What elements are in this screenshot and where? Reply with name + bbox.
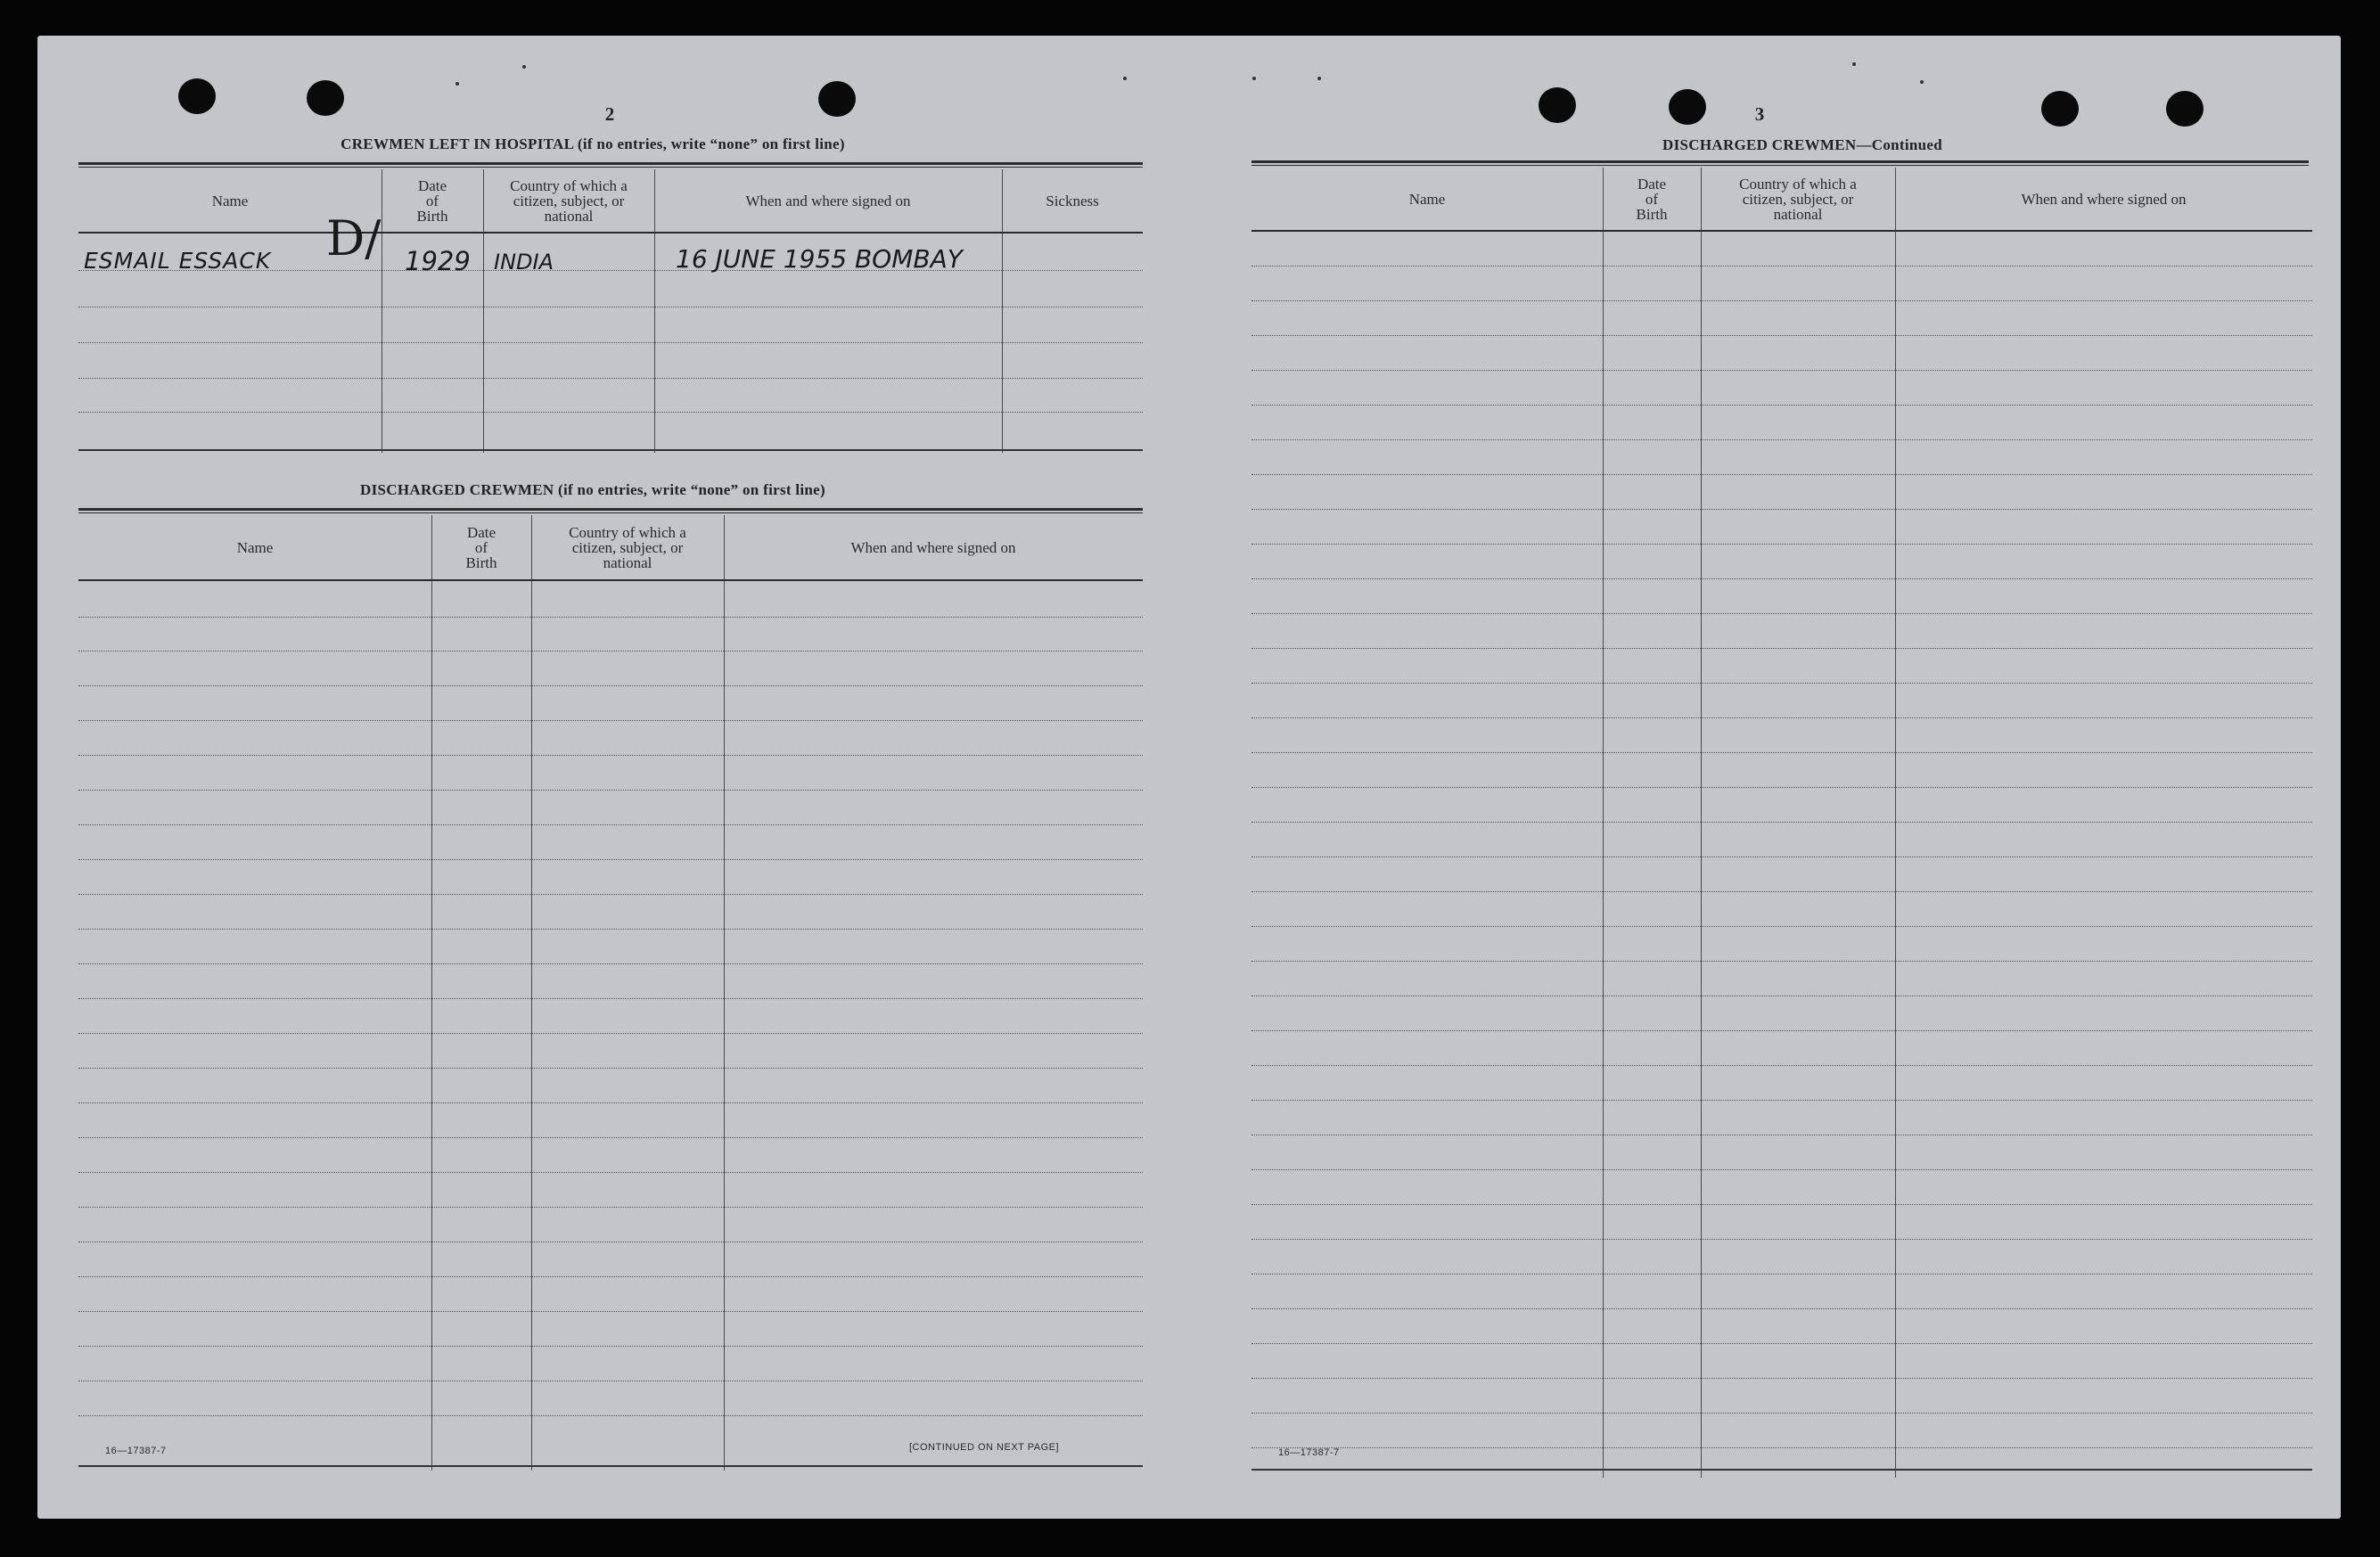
discharged-continued-rule — [1252, 160, 2309, 166]
paper-speck — [522, 65, 526, 69]
table-row — [78, 859, 1143, 860]
table-row — [78, 824, 1143, 825]
table-row — [1252, 1343, 2312, 1344]
hospital-header-signed-on: When and where signed on — [745, 192, 911, 209]
table-row — [1252, 405, 2312, 406]
date-of-birth-entry: 1929 — [405, 246, 471, 276]
table-row — [78, 1415, 1143, 1416]
table-row — [1252, 1030, 2312, 1031]
table-row — [1252, 717, 2312, 718]
table-row — [1252, 822, 2312, 823]
table-row — [78, 963, 1143, 964]
hospital-header-date-of-birth: Date of Birth — [416, 176, 448, 225]
table-row — [78, 790, 1143, 791]
discharged-header-signed-on: When and where signed on — [850, 538, 1016, 556]
table-row — [78, 998, 1143, 999]
country-entry: INDIA — [494, 250, 554, 275]
table-row — [78, 1137, 1143, 1138]
table-row — [78, 1172, 1143, 1173]
punch-hole — [1669, 89, 1706, 125]
punch-hole — [1539, 87, 1576, 123]
table-row — [1252, 1413, 2312, 1414]
discharged-table-right — [1252, 168, 2312, 1478]
continued-header-date-of-birth: Date of Birth — [1636, 175, 1668, 223]
continued-header-name: Name — [1408, 190, 1446, 208]
table-row — [1252, 1308, 2312, 1309]
discharged-header-name: Name — [236, 538, 274, 556]
form-number-left: 16—17387-7 — [105, 1446, 167, 1456]
punch-hole — [2041, 91, 2079, 127]
continued-header-signed-on: When and where signed on — [2021, 190, 2187, 208]
table-row — [1252, 544, 2312, 545]
table-row — [1252, 683, 2312, 684]
paper-speck — [1123, 77, 1127, 80]
table-row — [1252, 926, 2312, 927]
table-row — [78, 617, 1143, 618]
table-row — [1252, 856, 2312, 857]
signed-on-entry: 16 JUNE 1955 BOMBAY — [676, 244, 963, 274]
punch-hole — [818, 81, 856, 117]
crewman-name-entry: ESMAIL ESSACK — [84, 248, 272, 274]
table-row — [78, 1033, 1143, 1034]
discharged-header-country: Country of which a citizen, subject, or national — [569, 523, 686, 571]
table-row — [78, 1311, 1143, 1312]
table-row — [78, 894, 1143, 895]
table-row — [1252, 648, 2312, 649]
form-number-right: 16—17387-7 — [1278, 1447, 1340, 1458]
table-row — [78, 342, 1143, 343]
page-number-left: 2 — [604, 103, 615, 125]
table-row — [1252, 1204, 2312, 1205]
table-row — [78, 1276, 1143, 1277]
scanned-manifest-sheet — [37, 36, 2341, 1519]
table-row — [1252, 300, 2312, 301]
table-row — [78, 1102, 1143, 1103]
discharged-table-left — [78, 515, 1143, 1471]
continued-note: [CONTINUED ON NEXT PAGE] — [909, 1442, 1060, 1453]
table-row — [1252, 1447, 2312, 1448]
table-row — [1252, 961, 2312, 962]
page-number-right: 3 — [1754, 103, 1765, 125]
table-row — [78, 1068, 1143, 1069]
table-row — [1252, 613, 2312, 614]
table-row — [1252, 439, 2312, 440]
paper-speck — [455, 82, 459, 86]
table-row — [78, 378, 1143, 379]
hospital-header-country: Country of which a citizen, subject, or national — [510, 176, 628, 225]
table-row — [78, 1207, 1143, 1208]
hospital-section-title: CREWMEN LEFT IN HOSPITAL (if no entries, write “none” on first line) — [341, 135, 845, 152]
table-row — [1252, 891, 2312, 892]
table-row — [78, 1346, 1143, 1347]
table-row — [1252, 1169, 2312, 1170]
paper-speck — [1317, 77, 1321, 80]
table-row — [1252, 578, 2312, 579]
table-row — [1252, 752, 2312, 753]
punch-hole — [307, 80, 344, 116]
discharged-continued-title: DISCHARGED CREWMEN—Continued — [1662, 136, 1942, 153]
table-row — [78, 755, 1143, 756]
table-row — [1252, 787, 2312, 788]
table-row — [1252, 509, 2312, 510]
punch-hole — [178, 78, 216, 114]
table-row — [78, 685, 1143, 686]
continued-header-country: Country of which a citizen, subject, or national — [1739, 175, 1857, 223]
hospital-table — [78, 169, 1143, 453]
paper-speck — [1852, 62, 1856, 66]
discharged-title-rule — [78, 508, 1143, 513]
hospital-header-sickness: Sickness — [1046, 192, 1099, 209]
discharged-section-title: DISCHARGED CREWMEN (if no entries, write “none” on first line) — [360, 481, 825, 498]
table-row — [1252, 1239, 2312, 1240]
table-row — [1252, 1065, 2312, 1066]
discharged-header-date-of-birth: Date of Birth — [465, 523, 497, 571]
table-row — [78, 720, 1143, 721]
table-row — [78, 412, 1143, 413]
table-row — [1252, 335, 2312, 336]
hospital-header-name: Name — [211, 192, 249, 209]
punch-hole — [2166, 91, 2204, 127]
table-row — [1252, 474, 2312, 475]
table-row — [1252, 1100, 2312, 1101]
table-row — [78, 929, 1143, 930]
paper-speck — [1920, 80, 1924, 84]
hospital-title-rule — [78, 162, 1143, 168]
crewman-mark-entry: D/ — [326, 210, 382, 266]
table-row — [1252, 1378, 2312, 1379]
paper-speck — [1252, 77, 1256, 80]
table-row — [1252, 370, 2312, 371]
